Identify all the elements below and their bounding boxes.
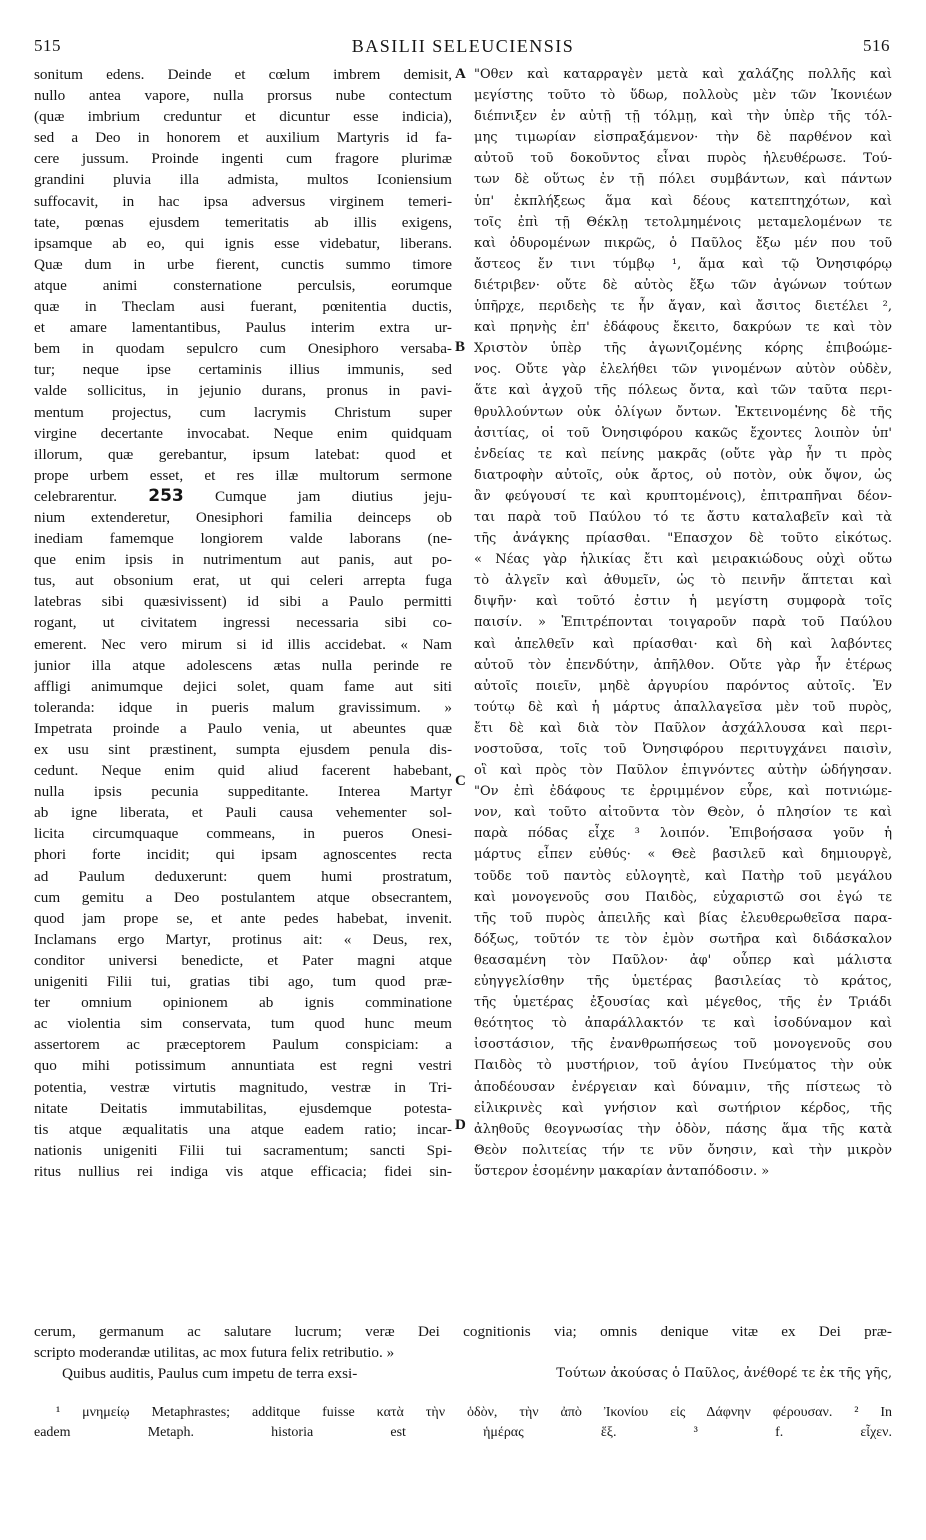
text-line: ται παρὰ τοῦ Παύλου τό τε ἄστυ καταλαβεῖν καὶ τὰ [474, 509, 892, 525]
text-line: sonitum edens. Deinde et cœlum imbrem demisit, [34, 66, 452, 83]
text-line: nationis unigeniti Filii tui sacramentum; sancti Spi- [34, 1141, 452, 1159]
text-line: atque animi consternatione perculsis, eorumque [34, 276, 452, 294]
text-line: τὸ ἀλγεῖν καὶ ἀθυμεῖν, ὡς τὸ πεινῆν ἅπτεται καὶ [474, 573, 892, 589]
text-line: καὶ μονογενοῦς σου Παιδὸς, εὐχαριστῶ σοι ἐγώ τε [474, 889, 892, 905]
text-line: ipsamque ab eo, qui ignis esse videbatur, liberans. [34, 234, 452, 252]
text-line: ritus nullius rei indiga vis atque efficacia; fidei sin- [34, 1162, 452, 1180]
text-line: νοστοῦσα, τοῖς τοῦ Ὀνησιφόρου περιτυγχάνει παισὶν, [474, 742, 892, 757]
text-line: tus, aut obsonium erat, ut qui celeri arrepta fuga [34, 572, 452, 590]
text-line: τούτῳ δὲ καὶ ἡ μάρτυς ἀπαλλαγεῖσα μὲν τοῦ πυρὸς, [474, 699, 892, 715]
greek-column [474, 64, 892, 1182]
text-line: virgine decertante invocabat. Neque enim quidquam [34, 424, 452, 442]
text-line: ab igne liberata, et Pauli causa vehementer sol- [34, 804, 452, 822]
section-marker-c: C [455, 773, 466, 789]
text-line: νον, καὶ τοῦτο αἰτοῦντα τὸν Θεὸν, ὁ πλησίον τε καὶ [474, 805, 892, 821]
text-line: τῆς ὑμετέρας ἐξουσίας καὶ μέγεθος, τῆς ἐν Τριάδι [474, 995, 892, 1011]
text-line: sed a Deo in honorem et auxilium Martyris id fa- [34, 129, 452, 147]
latin-text-part1 [34, 64, 452, 486]
closing-latin: Quibus auditis, Paulus cum impetu de terra exsi- [62, 1365, 358, 1383]
text-line: Θεὸν πολιτείας τήν τε νῦν ὄνησιν, καὶ τὴν μικρὸν [474, 1142, 892, 1158]
text-line: Quæ dum in urbe fierent, cunctis summo timore [34, 255, 452, 273]
text-line: quæ in Theclam ausi fuerant, pœnitentia ductis, [34, 298, 452, 316]
text-line: μάρτυς εἶπεν εὐθύς· « Θεὲ βασιλεῦ καὶ δημιουργὲ, [474, 847, 892, 863]
text-line: ἄστεος ἔν τινι τύμβῳ ¹, ἅμα καὶ τῷ Ὀνησιφόρῳ [474, 256, 892, 272]
text-line: potentia, vestræ virtutis magnitudo, vestræ in Tri- [34, 1078, 452, 1096]
text-line: ἅτε καὶ ἀγχοῦ τῆς πόλεως ὄντα, καὶ τῶν ταῦτα περι- [474, 383, 892, 399]
text-line: latebras sibi quæsivissent) id sibi a Paulo permitti [34, 593, 452, 611]
closing-greek: Τούτων ἀκούσας ὁ Παῦλος, ἀνέθορέ τε ἐκ τῆς γῆς, [556, 1366, 892, 1382]
running-title: BASILII SELEUCIENSIS [351, 36, 575, 56]
closing-line-2: scripto moderandæ utilitas, ac mox futura felix retributio. » [34, 1344, 395, 1362]
text-line: quo mihi potissimum annuntiata est regni vestri [34, 1057, 452, 1075]
text-line: ἰσοστάσιον, τῆς ἐνανθρωπήσεως τοῦ μονογενοῦς σου [474, 1037, 892, 1053]
text-line: παρὰ πόδας εἶχε ³ λοιπόν. Ἐπιβοήσασα γοῦν ἡ [474, 826, 892, 842]
text-line: ex usu sint præstinent, sumpta ejusdem penula dis- [34, 741, 452, 758]
column-number: 253 [148, 485, 184, 506]
text-line: unigeniti Filii tui, gratias tibi ago, tum quod præ- [34, 973, 452, 991]
text-line: quod jam prope se, et ante pedes habebat, invenit. [34, 909, 452, 927]
text-line: que enim ipsis in nutrimentum aut panis, aut po- [34, 551, 452, 569]
text-line: θεότητος τὸ ἀπαράλλακτόν τε καὶ ἰσοδύναμον καὶ [474, 1016, 892, 1032]
text-line: εὐηγγελίσθην τῆς ὑμετέρας βασιλείας τὸ κράτος, [474, 974, 892, 990]
text-line: καὶ ὀδυρομένων πικρῶς, ὁ Παῦλος ἔξω μέν που τοῦ [474, 235, 892, 251]
text-line: cum gemitu a Deo postulantem atque obsecrantem, [34, 888, 452, 906]
text-line: illorum, quæ gerebantur, ipsum latebat: quod et [34, 445, 452, 463]
text-line: assertorem ac præceptorem Paulum conspiciam: a [34, 1036, 452, 1054]
text-line: Παιδὸς τὸ μυστήριον, τοῦ ἁγίου Πνεύματος τὴν οὐκ [474, 1058, 892, 1074]
text-line: ὕστερον ἐσομένην μακαρίαν ἀνταπόδοσιν. » [474, 1163, 770, 1179]
text-line: ac violentia sim conservata, tum quod hunc meum [34, 1015, 452, 1033]
greek-text [474, 64, 892, 1182]
text-line: nullo antea vapore, nulla prorsus nube contectum [34, 87, 452, 105]
text-line: μεγίστης τοῦτο τὸ ὕδωρ, πολλοὺς μὲν τῶν Ἰκονιέων [474, 88, 892, 104]
text-line: αὐτοῦ τὸν ἐπενδύτην, ἀπῆλθον. Οὔτε γὰρ ἦν ἑτέρως [474, 657, 892, 673]
footnotes [34, 1403, 892, 1443]
text-line: τῆς τοῦ πυρὸς ἀπειλῆς καὶ βίας ἐλευθερωθεῖσα παρα- [474, 910, 892, 926]
text-line: ἀποδέουσαν ἐνέργειαν καὶ δύναμιν, τῆς πίστεως τὸ [474, 1079, 892, 1095]
text-line: διέτριβεν· οὔτε δὲ αὐτὸς ἔξω τῶν ἀγώνων τούτων [474, 277, 892, 293]
text-line: καὶ πρηνὴς ἐπ' ἐδάφους ἔκειτο, δακρύων τε καὶ τὸν [474, 320, 892, 336]
text-line: ὑπ' ἐκπλήξεως ἅμα καὶ δέους κατεπτηχότων, καὶ [474, 193, 892, 209]
text-line: ad Paulum deduxerunt: quem humi prostratum, [34, 867, 452, 885]
text-line: Inclamans ergo Martyr, protinus ait: « Deus, rex, [34, 930, 452, 948]
text-line: inediam famemque longiorem valde laborans (ne- [34, 530, 452, 548]
section-marker-b: B [455, 339, 466, 355]
text-line: διψῆν· καὶ τοῦτό ἐστιν ἡ μεγίστη συμφορὰ τοῖς [474, 594, 892, 610]
text-line: phori forte incidit; qui ipsam agnoscentes recta [34, 846, 452, 864]
text-line: cedunt. Neque enim quid aliud facerent habebant, [34, 762, 452, 780]
text-line: ἐνδείας τε καὶ πείνης μακρᾶς (οὔτε γὰρ ἦν τι πρὸς [474, 446, 892, 462]
closing-line-3 [34, 1363, 892, 1384]
text-line: οἳ καὶ πρὸς τὸν Παῦλον ἐπιγνόντες αὐτὴν ὡδήγησαν. [474, 763, 892, 779]
text-line: ἂν φεύγουσί τε καὶ κρυπτομένοις), ἐπιτραπῆναι δέον- [474, 488, 892, 504]
text-line: rogant, ut civitatem ingressi necessaria sibi co- [34, 614, 452, 632]
text-line: (quæ imbrium creduntur et dicuntur esse indicia), [34, 108, 452, 126]
text-line: et amare lamentantibus, Paulus interim extra ur- [34, 319, 452, 337]
text-line: bem in quodam sepulcro cum Onesiphoro versaba- [34, 340, 452, 358]
text-line: διέπνιξεν ἐν αὐτῇ τῇ τόλμῃ, καὶ τὴν ὑπὲρ τῆς τόλ- [474, 109, 892, 125]
text-line: cere jussum. Proinde ingenti cum fragore plurimæ [34, 150, 452, 168]
text-line: θεασαμένη τὸν Παῦλον· ἀφ' οὗπερ καὶ μάλιστα [474, 952, 892, 968]
text-line: ter omnium opinionem ab ignis comminatione [34, 994, 452, 1012]
text-line: τῆς ἀνάγκης πρίασθαι. "Επασχον δὲ τοῦτο εἰκότως. [474, 531, 892, 547]
footnote-line-1: ¹ μνημείῳ Metaphrastes; additque fuisse κατὰ τὴν ὁδὸν, τὴν ἀπὸ Ἰκονίου εἰς Δάφνην φέρουσαν. ² In [56, 1405, 892, 1420]
text-line: tate, pœnas ejusdem temeritatis ab illis exigens, [34, 213, 452, 231]
text-line: δόξως, τοῦτόν τε τὸν ἐμὸν σωτῆρα καὶ διδάσκαλον [474, 931, 892, 947]
text-line: toleranda: idque in pueris malum gravissimum. » [34, 698, 452, 716]
text-line: μης τιμωρίαν εἰσπραξάμενον· τὴν δὲ παρθένον καὶ [474, 130, 892, 146]
text-line: ἀσιτίας, οἱ τοῦ Ὀνησιφόρου κακῶς ἔχοντες λοιπὸν ὑπ' [474, 425, 892, 441]
text-line: suffocavit, in hac ipsa adversus virginem temeri- [34, 192, 452, 210]
text-line: valde sollicitus, in jejunio durans, pronus in pavi- [34, 382, 452, 400]
text-line: Χριστὸν ὑπὲρ τῆς ἀγωνιζομένης κόρης ἐπιβοώμε- [474, 341, 892, 357]
text-line: affligi animumque dejici solet, quam fame aut siti [34, 677, 452, 695]
text-line: διατροφὴν αὐτοῖς, οὐκ ἄρτος, οὐ ποτὸν, οὐκ ὄψον, ὡς [474, 467, 892, 483]
text-line: θρυλλούντων οὐκ ὀλίγων ὄντων. Ἐκτεινομένης δὲ τῆς [474, 404, 892, 420]
text-line: mentum projectus, cum lacrymis Christum super [34, 403, 452, 421]
latin-column [34, 64, 452, 1182]
text-line: καὶ ἀπελθεῖν καὶ πρίασθαι· καὶ δὴ καὶ λαβόντες [474, 636, 892, 652]
text-line: nitate Deitatis immutabilitas, ejusdemque potesta- [34, 1099, 452, 1117]
text-line: Impetrata proinde a Paulo venia, ut abeuntes quæ [34, 719, 452, 737]
closing-line-1: cerum, germanum ac salutare lucrum; veræ Dei cognitionis via; omnis denique vitæ ex Dei præ- [34, 1323, 892, 1340]
text-line: "Ον ἐπὶ ἐδάφους τε ἐρριμμένον εὗρε, καὶ ποτνιώμε- [474, 784, 892, 800]
text-line: ἔτι δὲ καὶ διὰ τὸν Παῦλον ἀσχάλλουσα καὶ περι- [474, 720, 892, 736]
latin-line-after: Cumque jam diutius jeju- [214, 487, 452, 505]
text-line: παισίν. » Ἐπιτρέπονται τοιγαροῦν παρὰ τοῦ Παύλου [474, 615, 892, 631]
latin-text-line-with-column-number [34, 486, 452, 507]
text-line: αὐτοῦ τοῦ δοκοῦντος εἶναι πυρὸς ἠλευθέρωσε. Τού- [474, 151, 892, 167]
text-line: ὑπῆρχε, περιδεὴς τε ἦν ἄγαν, καὶ ἄσιτος διετέλει ², [474, 299, 892, 315]
latin-line-before: celebrarentur. [34, 487, 118, 505]
text-line: « Νέας γὰρ ἡλικίας ἔτι καὶ μειρακιώδους οὐχὶ οὕτω [474, 552, 892, 568]
text-line: prope urbem esset, et res illæ multorum sermone [34, 466, 452, 484]
closing-lines [34, 1321, 892, 1384]
text-line: εἰλικρινὲς καὶ γνήσιον καὶ σωτήριον κέρδος, τῆς [474, 1100, 892, 1116]
text-line: τοῖς ἐπὶ τῇ Θέκλῃ τετολμημένοις μεταμελομένων τε [474, 214, 892, 230]
text-line: αὐτοῖς ποιεῖν, μηδὲ ἀργυρίου παρόντος αὐτοῖς. Ἐν [474, 678, 892, 694]
text-line: των δὲ οὕτως ἐν τῇ πόλει συμβάντων, καὶ πάντων [474, 172, 892, 188]
text-line: conditor universi benedicte, et Pater magni atque [34, 951, 452, 969]
section-marker-d: D [455, 1117, 466, 1133]
text-line: nium extenderetur, Onesiphori familia deinceps ob [34, 508, 452, 526]
text-line: "Οθεν καὶ καταρραγὲν μετὰ καὶ χαλάζης πολλῆς καὶ [474, 67, 892, 82]
footnote-line-2: eadem Metaph. historia est ἡμέρας ἕξ. ³ f. εἶχεν. [34, 1425, 892, 1440]
section-marker-a: A [455, 66, 466, 82]
text-line: emerent. Nec vero mirum si id illis accidebat. « Nam [34, 635, 452, 653]
text-line: νος. Οὔτε γὰρ ἐλελήθει τῶν γινομένων αὐτὸν οὐδὲν, [474, 362, 892, 378]
page-number-right: 516 [863, 36, 890, 55]
text-line: tis atque æqualitatis una atque eadem ratio; incar- [34, 1120, 452, 1138]
text-line: licita circumquaque commeans, in pueros Onesi- [34, 825, 452, 843]
text-line: grandini pluvia illa admista, multos Iconiensium [34, 171, 452, 189]
text-line: tur; neque ipse certaminis illius immunis, sed [34, 361, 452, 379]
text-line: junior illa atque adolescens ætas nulla perinde re [34, 656, 452, 674]
text-line: nulla ipsis pecunia suppeditante. Interea Martyr [34, 783, 452, 801]
latin-text-part2 [34, 507, 452, 1182]
text-line: τοῦδε τοῦ παντὸς εὐλογητὲ, καὶ Πατὴρ τοῦ μεγάλου [474, 868, 892, 884]
text-line: ἀληθοῦς θεογνωσίας τὴν ὁδὸν, πάσης ἅμα τῆς κατὰ [474, 1121, 892, 1137]
page-number-left: 515 [34, 36, 61, 55]
